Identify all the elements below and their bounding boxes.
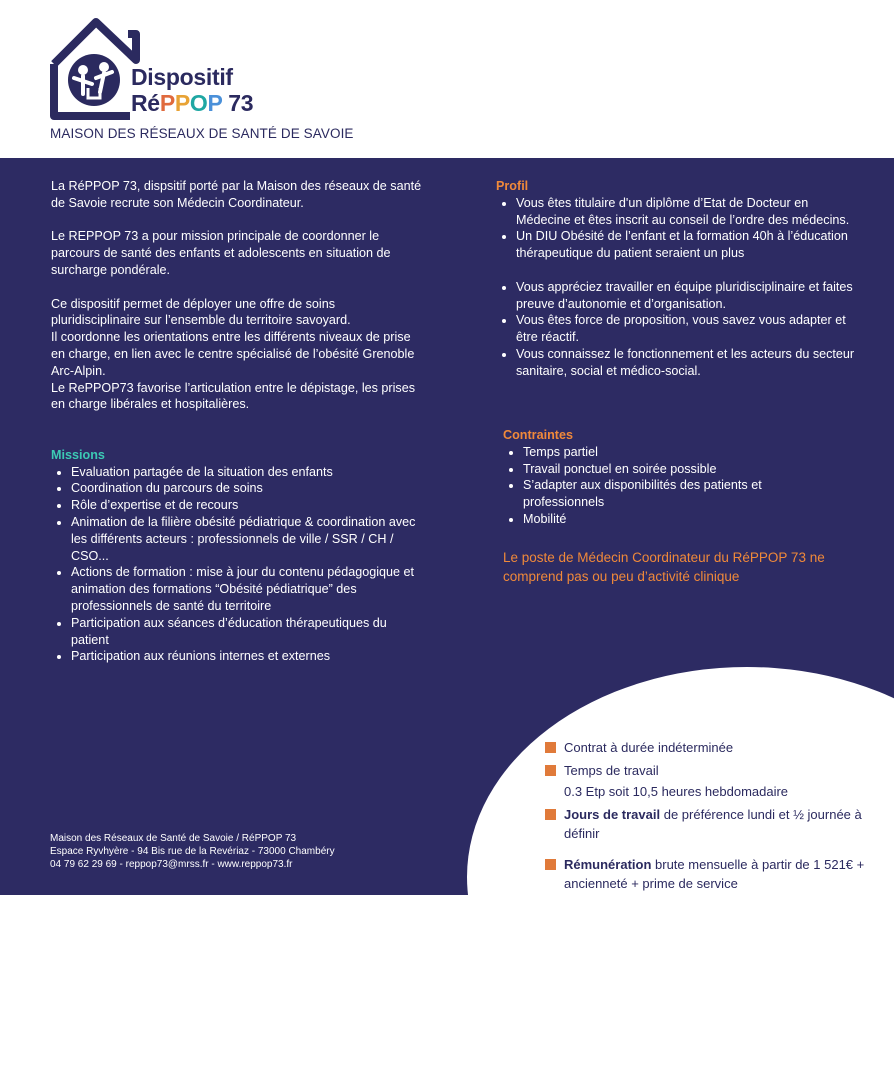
condition-text: brute mensuelle à partir de 1 521€ + ancienneté + prime de service: [564, 857, 865, 891]
list-item: • Vous connaissez le fonctionnement et les acteurs du secteur sanitaire, social et médico-social.: [516, 346, 861, 380]
contraintes-block: [503, 427, 833, 586]
condition-text: de préférence lundi et ½ journée à définir: [564, 807, 862, 841]
list-item: • Vous êtes force de proposition, vous savez vous adapter et être réactif.: [516, 312, 861, 346]
profil-list-b: [496, 279, 861, 380]
list-item: • Travail ponctuel en soirée possible: [523, 461, 833, 478]
logo-part: P: [159, 90, 175, 116]
square-bullet-icon: [545, 742, 556, 753]
condition-text: Contrat à durée indéterminée: [564, 740, 734, 755]
footer-line: Maison des Réseaux de Santé de Savoie / RéPPOP 73: [50, 833, 297, 844]
logo-part: P: [207, 90, 223, 116]
clinical-note: Le poste de Médecin Coordinateur du RéPPOP 73 ne comprend pas ou peu d’activité clinique: [503, 549, 825, 584]
deploy-line: Il coordonne les orientations entre les différents niveaux de prise en charge, en lien avec le centre spécialisé de l’obésité Grenoble Arc-Alpin.: [51, 330, 415, 378]
footer-address: [50, 832, 335, 872]
list-item: • Evaluation partagée de la situation des enfants: [71, 464, 426, 481]
logo-part: P: [174, 90, 190, 116]
list-item: • Participation aux séances d’éducation thérapeutiques du patient: [71, 615, 426, 649]
logo-part: 73: [222, 90, 254, 116]
list-item: • Actions de formation : mise à jour du contenu pédagogique et animation des formations “Obésité pédiatrique” des professionnels de santé du territoire: [71, 564, 426, 614]
org-name: MAISON DES RÉSEAUX DE SANTÉ DE SAVOIE: [50, 126, 354, 141]
missions-title: Missions: [51, 447, 105, 462]
list-item: • Un DIU Obésité de l’enfant et la formation 40h à l’éducation thérapeutique du patient seraient un plus: [516, 228, 861, 262]
list-item: • Temps partiel: [523, 444, 833, 461]
footer-line: Espace Ryvhyère - 94 Bis rue de la Revériaz - 73000 Chambéry: [50, 846, 335, 858]
list-item: • Coordination du parcours de soins: [71, 480, 426, 497]
profil-title: Profil: [496, 179, 529, 193]
deploy-line: Le RePPOP73 favorise l’articulation entre le dépistage, les prises en charge libérales et hospitalières.: [51, 380, 416, 412]
deploy-line: Ce dispositif permet de déployer une offre de soins pluridisciplinaire sur l’ensemble du territoire savoyard.: [51, 296, 351, 328]
list-item: • Vous êtes titulaire d'un diplôme d’Etat de Docteur en Médecine et êtes inscrit au conseil de l’ordre des médecins.: [516, 195, 861, 229]
list-item: • Animation de la filière obésité pédiatrique & coordination avec les différents acteurs : professionnels de ville / SSR / CH / CSO...: [71, 514, 426, 564]
contraintes-list: [503, 444, 833, 528]
missions-list: [51, 464, 426, 666]
list-item: • Mobilité: [523, 511, 833, 528]
list-item: • Participation aux réunions internes et externes: [71, 648, 426, 665]
condition-contrat: [545, 738, 865, 757]
intro-text: La RéPPOP 73, dispsitif porté par la Maison des réseaux de santé de Savoie recrute son Médecin Coordinateur.: [51, 179, 422, 210]
left-column: [51, 178, 426, 665]
header: [0, 0, 894, 158]
square-bullet-icon: [545, 809, 556, 820]
list-item: • Rôle d’expertise et de recours: [71, 497, 426, 514]
contraintes-title: Contraintes: [503, 428, 573, 442]
conditions-block: [545, 738, 865, 897]
condition-temps-value: [545, 782, 865, 801]
square-bullet-icon: [545, 859, 556, 870]
condition-label: Temps de travail: [564, 763, 659, 778]
logo-text-dispositif: Dispositif: [131, 64, 233, 90]
logo-text-reppop: [131, 90, 253, 117]
condition-label: Rémunération: [564, 857, 652, 872]
logo-part: Ré: [131, 90, 160, 116]
square-bullet-icon: [545, 765, 556, 776]
profil-list-a: [496, 195, 861, 262]
condition-remuneration: [545, 855, 865, 893]
house-logo-icon: [48, 14, 143, 122]
condition-jours: [545, 805, 865, 843]
condition-temps: [545, 761, 865, 780]
list-item: • Vous appréciez travailler en équipe pluridisciplinaire et faites preuve d’autonomie et d’organisation.: [516, 279, 861, 313]
list-item: • S’adapter aux disponibilités des patients et professionnels: [523, 477, 833, 511]
mission-text: Le REPPOP 73 a pour mission principale de coordonner le parcours de santé des enfants et adolescents en situation de surcharge pondérale.: [51, 229, 391, 277]
logo-part: O: [189, 90, 208, 116]
footer-line: 04 79 62 29 69 - reppop73@mrss.fr - www.reppop73.fr: [50, 859, 293, 871]
condition-text: 0.3 Etp soit 10,5 heures hebdomadaire: [564, 784, 789, 799]
right-column: [496, 178, 861, 380]
condition-label: Jours de travail: [564, 807, 661, 822]
